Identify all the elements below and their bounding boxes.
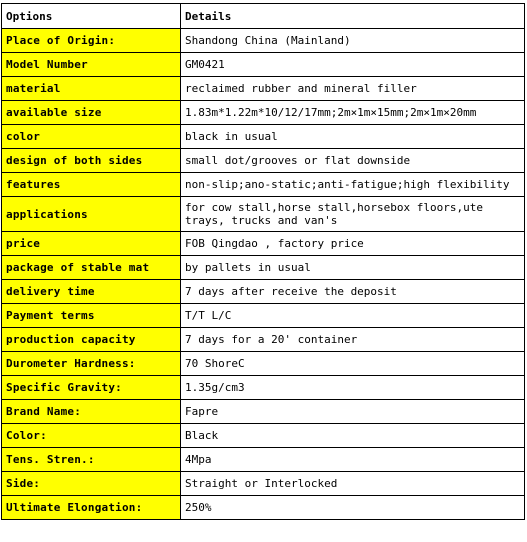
row-label-production-capacity: production capacity xyxy=(2,328,181,352)
row-value-ultimate-elongation: 250% xyxy=(181,496,525,520)
table-row xyxy=(2,280,525,304)
row-value-specific-gravity: 1.35g/cm3 xyxy=(181,376,525,400)
table-row xyxy=(2,149,525,173)
table-row xyxy=(2,424,525,448)
table-row xyxy=(2,232,525,256)
table-row xyxy=(2,53,525,77)
row-label-features: features xyxy=(2,173,181,197)
table-row xyxy=(2,376,525,400)
row-label-side: Side: xyxy=(2,472,181,496)
row-label-durometer-hardness: Durometer Hardness: xyxy=(2,352,181,376)
row-label-ultimate-elongation: Ultimate Elongation: xyxy=(2,496,181,520)
row-value-delivery-time: 7 days after receive the deposit xyxy=(181,280,525,304)
row-label-model-number: Model Number xyxy=(2,53,181,77)
table-row xyxy=(2,256,525,280)
product-spec-table xyxy=(1,3,525,520)
row-value-available-size: 1.83m*1.22m*10/12/17mm;2m×1m×15mm;2m×1m×20mm xyxy=(181,101,525,125)
row-label-package: package of stable mat xyxy=(2,256,181,280)
row-value-price: FOB Qingdao , factory price xyxy=(181,232,525,256)
row-label-applications: applications xyxy=(2,197,181,232)
table-row xyxy=(2,101,525,125)
row-label-delivery-time: delivery time xyxy=(2,280,181,304)
row-label-specific-gravity: Specific Gravity: xyxy=(2,376,181,400)
table-row xyxy=(2,29,525,53)
row-value-place-of-origin: Shandong China (Mainland) xyxy=(181,29,525,53)
options-header: Options xyxy=(2,4,181,29)
row-value-brand-name: Fapre xyxy=(181,400,525,424)
row-value-payment-terms: T/T L/C xyxy=(181,304,525,328)
row-value-material: reclaimed rubber and mineral filler xyxy=(181,77,525,101)
row-value-side: Straight or Interlocked xyxy=(181,472,525,496)
row-value-color-2: Black xyxy=(181,424,525,448)
details-header: Details xyxy=(181,4,525,29)
table-row xyxy=(2,496,525,520)
row-value-features: non-slip;ano-static;anti-fatigue;high flexibility xyxy=(181,173,525,197)
table-row xyxy=(2,77,525,101)
row-label-color: color xyxy=(2,125,181,149)
row-label-tensile-strength: Tens. Stren.: xyxy=(2,448,181,472)
row-value-tensile-strength: 4Mpa xyxy=(181,448,525,472)
table-header-row xyxy=(2,4,525,29)
table-row xyxy=(2,125,525,149)
row-label-price: price xyxy=(2,232,181,256)
row-value-production-capacity: 7 days for a 20' container xyxy=(181,328,525,352)
row-value-model-number: GM0421 xyxy=(181,53,525,77)
row-label-payment-terms: Payment terms xyxy=(2,304,181,328)
table-row xyxy=(2,448,525,472)
row-value-design-of-both-sides: small dot/grooves or flat downside xyxy=(181,149,525,173)
table-row xyxy=(2,197,525,232)
row-label-design-of-both-sides: design of both sides xyxy=(2,149,181,173)
row-label-material: material xyxy=(2,77,181,101)
row-value-applications: for cow stall,horse stall,horsebox floors,ute trays, trucks and van's xyxy=(181,197,525,232)
table-row xyxy=(2,400,525,424)
table-row xyxy=(2,472,525,496)
row-value-durometer-hardness: 70 ShoreC xyxy=(181,352,525,376)
table-row xyxy=(2,173,525,197)
row-label-color-2: Color: xyxy=(2,424,181,448)
table-row xyxy=(2,304,525,328)
table-row xyxy=(2,352,525,376)
row-label-place-of-origin: Place of Origin: xyxy=(2,29,181,53)
row-value-package: by pallets in usual xyxy=(181,256,525,280)
row-value-color: black in usual xyxy=(181,125,525,149)
row-label-available-size: available size xyxy=(2,101,181,125)
table-row xyxy=(2,328,525,352)
row-label-brand-name: Brand Name: xyxy=(2,400,181,424)
